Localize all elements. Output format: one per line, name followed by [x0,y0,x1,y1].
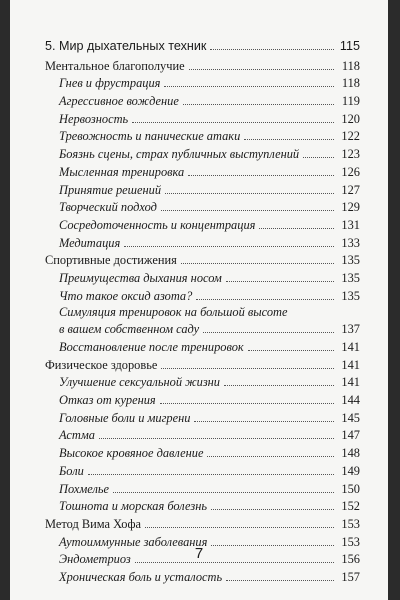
dot-leader [189,69,334,70]
section-title: Спортивные достижения [45,253,177,268]
entry-title: Улучшение сексуальной жизни [59,375,221,390]
page-number: 148 [341,446,360,461]
page-number: 149 [341,463,360,478]
toc-subentry[interactable] [45,267,360,285]
toc-subentry[interactable] [45,478,360,496]
page-number: 122 [341,129,360,144]
toc-subentry[interactable] [45,197,360,215]
page-number: 127 [341,182,360,197]
dot-leader [224,385,334,386]
entry-title: Что такое оксид азота? [59,288,193,303]
page-number: 147 [341,428,360,443]
dot-leader [183,104,334,105]
toc-subentry[interactable] [45,336,360,354]
dot-leader [244,139,334,140]
page-number: 157 [341,569,360,584]
toc-subentry[interactable] [45,90,360,108]
entry-title: Боязнь сцены, страх публичных выступлений [59,147,300,162]
dot-leader [161,368,334,369]
dot-leader [194,421,334,422]
page-number: 131 [341,217,360,232]
page-number: 135 [341,270,360,285]
toc-subentry[interactable] [45,232,360,250]
page-number: 145 [341,410,360,425]
entry-title: Медитация [59,235,121,250]
toc-subentry-line2[interactable] [45,319,360,337]
entry-title-continued: в вашем собственном саду [59,322,200,337]
page-folio: 7 [194,545,204,562]
book-page [10,0,388,600]
toc-subentry[interactable] [45,285,360,303]
page-number: 135 [341,288,360,303]
entry-title: Тошнота и морская болезнь [59,499,207,514]
dot-leader [188,175,334,176]
page-number: 141 [341,357,360,372]
dot-leader [203,332,334,333]
entry-title: Гнев и фрустрация [59,76,161,91]
dot-leader [124,246,334,247]
page-number: 141 [341,340,360,354]
dot-leader [207,456,334,457]
entry-title: Сосредоточенность и концентрация [59,217,256,232]
entry-title: Тревожность и панические атаки [59,129,241,144]
dot-leader [248,350,334,351]
dot-leader [226,580,334,581]
page-number: 115 [339,39,360,53]
dot-leader [135,562,334,563]
toc-subentry[interactable] [45,143,360,161]
page-number: 135 [341,253,360,268]
dot-leader [165,193,334,194]
dot-leader [259,228,334,229]
page-number: 156 [341,552,360,567]
toc-chapter-entry[interactable] [45,34,360,53]
section-title: Ментальное благополучие [45,58,185,73]
toc-subentry[interactable] [45,214,360,232]
dot-leader [132,122,334,123]
page-number: 118 [341,58,360,73]
toc-subentry[interactable] [45,442,360,460]
page-number: 144 [341,393,360,408]
page-number: 123 [341,147,360,162]
page-number: 119 [341,94,360,109]
dot-leader [211,509,334,510]
entry-title: Симуляция тренировок на большой высоте [59,304,288,319]
toc-subentry[interactable] [45,425,360,443]
dot-leader [196,299,334,300]
entry-title: Восстановление после тренировок [59,340,244,354]
page-number: 152 [341,499,360,514]
entry-title: Головные боли и мигрени [59,410,191,425]
entry-title: Отказ от курения [59,393,156,408]
dot-leader [113,492,334,493]
chapter-title: 5. Мир дыхательных техник [45,39,207,53]
toc-subentry[interactable] [45,460,360,478]
entry-title: Аутоиммунные заболевания [59,534,208,549]
dot-leader [226,281,334,282]
toc-subentry[interactable] [45,407,360,425]
page-number: 133 [341,235,360,250]
entry-title: Нервозность [59,111,129,126]
entry-title: Творческий подход [59,200,157,215]
page-number: 118 [341,76,360,91]
entry-title: Хроническая боль и усталость [59,569,223,584]
toc-section-entry[interactable] [45,354,360,372]
entry-title: Мысленная тренировка [59,164,185,179]
toc-section-entry[interactable] [45,513,360,531]
page-number: 120 [341,111,360,126]
toc-subentry[interactable] [45,179,360,197]
dot-leader [88,474,334,475]
page-number: 150 [341,481,360,496]
toc-section-entry[interactable] [45,250,360,268]
entry-title: Преимущества дыхания носом [59,270,222,285]
toc-subentry[interactable] [45,566,360,584]
entry-title: Астма [59,428,95,443]
page-number: 126 [341,164,360,179]
toc-subentry[interactable] [45,73,360,91]
entry-title: Боли [59,463,84,478]
page-number: 141 [341,375,360,390]
table-of-contents [45,34,360,584]
dot-leader [164,86,334,87]
dot-leader [210,49,334,50]
toc-subentry[interactable] [45,389,360,407]
entry-title: Высокое кровяное давление [59,446,204,461]
toc-subentry[interactable] [45,161,360,179]
dot-leader [145,527,334,528]
dot-leader [303,157,334,158]
toc-subentry-line1[interactable] [45,303,360,319]
toc-subentry[interactable] [45,108,360,126]
toc-subentry[interactable] [45,372,360,390]
toc-section-entry[interactable] [45,55,360,73]
entry-title: Агрессивное вождение [59,94,179,109]
entry-title: Похмелье [59,481,110,496]
dot-leader [181,263,334,264]
dot-leader [160,403,334,404]
page-number: 129 [341,200,360,215]
dot-leader [99,438,334,439]
section-title: Физическое здоровье [45,357,158,372]
page-number: 137 [341,322,360,337]
page-number: 153 [341,516,360,531]
entry-title: Принятие решений [59,182,162,197]
section-title: Метод Вима Хофа [45,516,141,531]
toc-subentry[interactable] [45,496,360,514]
page-number: 153 [341,534,360,549]
toc-subentry[interactable] [45,126,360,144]
entry-title: Эндометриоз [59,552,131,567]
dot-leader [161,210,334,211]
